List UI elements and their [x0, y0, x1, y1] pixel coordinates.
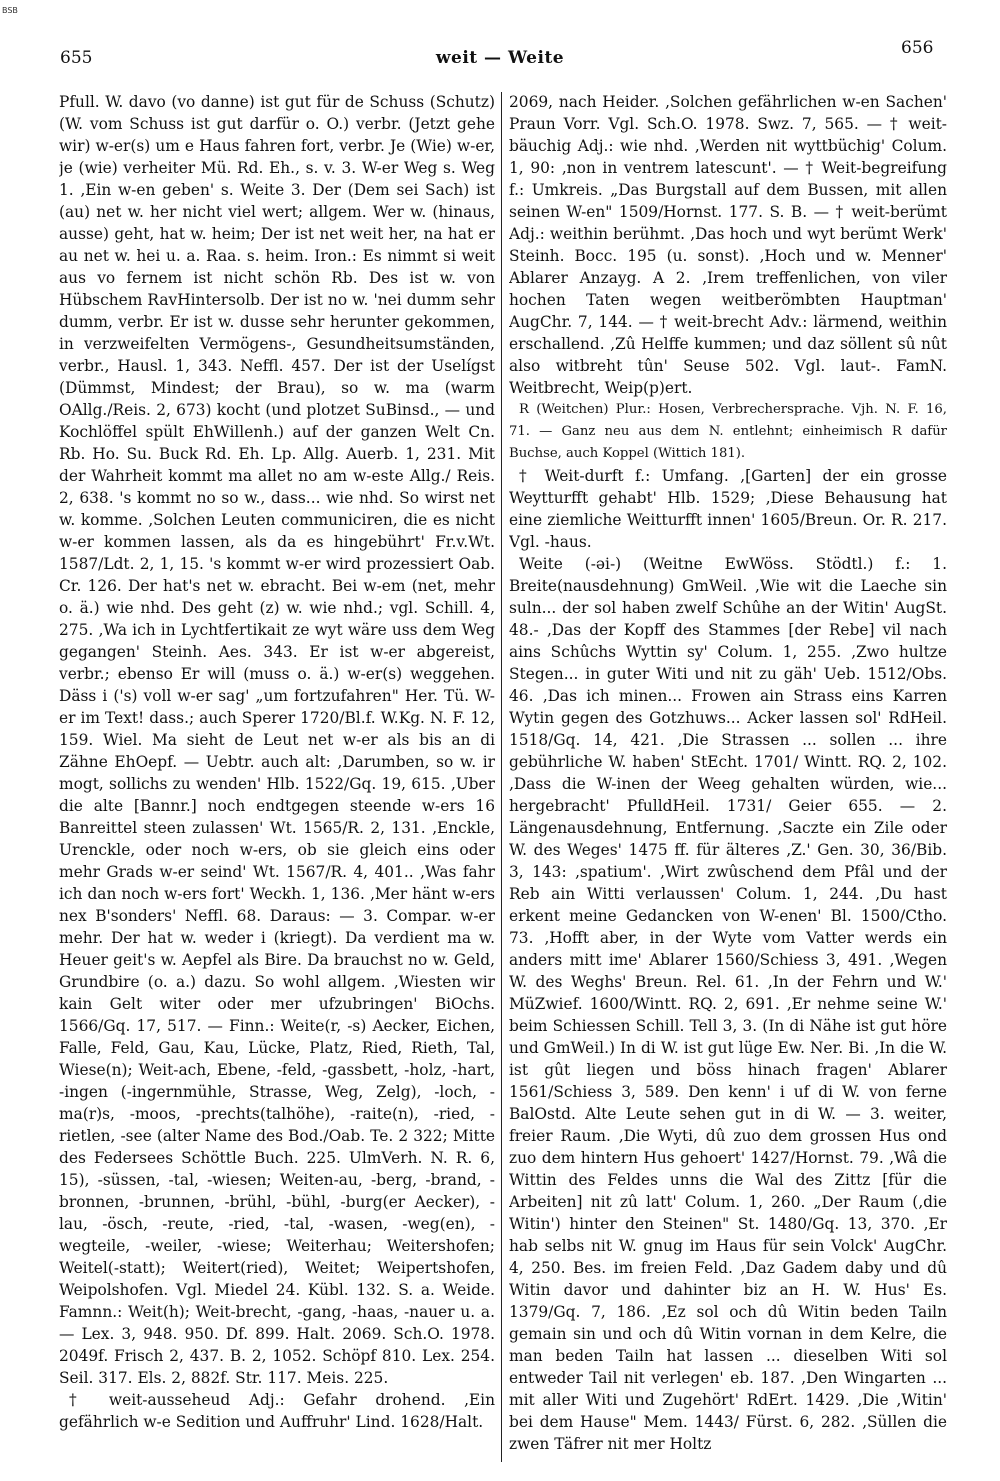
entry-weit-compounds: 2069, nach Heider. ‚Solchen gefährlichen w-en Sachen' Praun Vorr. Vgl. Sch.O. 1978. Swz. 7, 565. — † weit-bäuchig Adj.: wie nhd. ‚Werden nit wyttbüchig' Colum. 1, 90: ‚non in ventrem latescunt'. — † Weit-begreifung f.: Umkreis. „Das Burgstall auf dem Bussen, mit allen seinen W-en" 1509/Hornst. 177. S. B. — † weit-berümt Adj.: weithin berühmt. ‚Das hoch und wyt berümt Werk' Steinh. Bocc. 195 (u. sonst). ‚Hoch und w. Menner' Ablarer Anzayg. A 2. ‚Irem treffenlichen, von viler hochen Taten wegen weitberömbten Hauptman' AugChr. 7, 144. — † weit-brecht Adv.: lärmend, weithin erschallend. ‚Zû Helffe kummen; und daz söllent sû nût also witbreht tûn' Seuse 502. Vgl. laut-. FamN. Weitbrecht, Weip(p)ert.: [509, 93, 947, 397]
entry-weitchen: R (Weitchen) Plur.: Hosen, Verbrechersprache. Vjh. N. F. 16, 71. — Ganz neu aus dem N. entlehnt; einheimisch R dafür Buchse, auch Koppel (Wittich 181).: [509, 402, 947, 461]
entry-weite: Weite (-əi-) (Weitne EwWöss. Stödtl.) f.: 1. Breite(nausdehnung) GmWeil. ‚Wie wit die Laeche sin suln... der sol haben zwelf Schûhe an der Witin' AugSt. 48.- ‚Das der Kopff des Stammes [der Rebe] vil nach ains Schûchs Wyttin sy' Colum. 1, 255. ‚Zwo hultze Stegen... in guter Witi und nit zu gäh' Ueb. 1512/Obs. 46. ‚Das ich minen... Frowen ain Strass eins Karren Wytin gegen des Gotzhuws... Acker lassen sol' RdHeil. 1518/Gq. 14, 421. ‚Die Strassen ... sollen ... ihre gebührliche W. haben' StEcht. 1701/ Wintt. RQ. 2, 102. ‚Dass die W-inen der Weeg gehalten würden, wie... hergebracht' PfulldHeil. 1731/ Geier 655. — 2. Längenausdehnung, Entfernung. ‚Saczte ein Zile oder W. des Weges' 1475 ff. für älteres ‚Z.' Gen. 30, 36/Bib. 3, 143: ‚spatium'. ‚Wirt zwûschend dem Pfâl und der Reb ain Witti verlaussen' Colum. 1, 244. ‚Du hast erkent meine Gedancken von W-enen' Bl. 1500/Ctho. 73. ‚Hofft aber, in der Wyte vom Vatter werds ein anders mitt ime' Ablarer 1560/Schiess 3, 491. ‚Wegen W. des Weghs' Breun. Rel. 61. ‚In der Fehrn und W.' MüZwief. 1600/Wintt. RQ. 2, 691. ‚Er nehme seine W.' beim Schiessen Schill. Tell 3, 3. (In di Nähe ist gut höre und GmWeil.) In di W. ist gut lüge Ew. Ner. Bi. ‚In die W. ist gût liegen und böss hinach fragen' Ablarer 1561/Schiess 3, 589. Den kenn' i uf di W. von ferne BalOstd. Alte Leute sehen gut in di W. — 3. weiter, freier Raum. ‚Die Wyti, dû zuo dem grossen Hus ond zuo dem hintern Hus gehoert' 1427/Hornst. 79. ‚Wâ die Wittin des Feldes unns die Wal des Zittz [für die Arbeiten] nit zû latt' Colum. 1, 260. „Der Raum (‚die Witin') hinter den Steinen" St. 1480/Gq. 13, 370. ‚Er hab selbs nit W. gnug im Haus für sein Volck' AugChr. 4, 250. Bes. im freien Feld. ‚Daz Gadem daby und dû Witin davor und dahinter biz an H. W. Hus' Es. 1379/Gq. 7, 186. ‚Ez sol och dû Witin beden Tailn gemain sin und och dû Witin vornan in dem Kelre, die man beden Tailn hat lassen ... dieselben Witi sol entweder Tail nit verlegen' eb. 187. ‚Den Wingarten ... mit aller Witi und Zugehört' RdErt. 1429. ‚Die ‚Witin' bei dem Hause" Mem. 1443/ Fürst. 6, 282. ‚Süllen die zwen Täfrer nit mer Holtz: [509, 555, 947, 1453]
page-number-right: 656: [901, 38, 934, 58]
page-title: weit — Weite: [435, 48, 565, 68]
entry-weit-aussehend: † weit-ausseheud Adj.: Gefahr drohend. ‚Ein gefährlich w-e Sedition und Auffruhr' Lind. 1628/Halt.: [59, 1391, 495, 1431]
entry-weit-durft: † Weit-durft f.: Umfang. ‚[Garten] der ein grosse Weytturfft gehabt' Hlb. 1529; ‚Diese Behausung hat eine ziemliche Weitturfft innen' 1605/Breun. Or. R. 217. Vgl. -haus.: [509, 467, 947, 551]
right-column: [509, 91, 947, 1459]
entry-weit-continued: Pfull. W. davo (vo danne) ist gut für de Schuss (Schutz) (W. vom Schuss ist gut darfür o. O.) verbr. (Jetzt gehe wir) w-er(s) um e Haus fahren fort, verbr. Je (Wie) w-er, je (wie) verheiter Mü. Rd. Eh., s. v. 3. W-er Weg s. Weg 1. ‚Ein w-en geben' s. Weite 3. Der (Dem sei Sach) ist (au) net w. her nicht viel wert; allgem. Wer w. (hinaus, ausse) geht, hat w. heim; Der ist net weit her, na hat er au net w. hei u. a. Raa. s. heim. Iron.: Es nimmt si weit aus vo fernem ist nicht schön Rb. Des ist w. von Hübschem RavHintersolb. Der ist no w. 'nei dumm sehr dumm, verbr. Er ist w. dusse sehr herunter gekommen, in verzweifelten Vermögens-, Gesundheitsumständen, verbr., Hausl. 1, 343. Neffl. 457. Der ist der Uselígst (Dümmst, Mindest; der Brau), so w. ma (warm OAllg./Reis. 2, 673) kocht (und plotzet SuBinsd., — und Kochlöffel spült EhWillenh.) auf der ganzen Welt Cn. Rb. Ho. Su. Buck Rd. Eh. Lp. Allg. Auerb. 1, 231. Mit der Wahrheit kommt ma allet no am w-este Allg./ Reis. 2, 638. 's kommt no so w., dass... wie nhd. So wirst net w. komme. ‚Solchen Leuten communiciren, die es nicht w-er kommen lassen, als da es hingebührt' Fr.v.Wt. 1587/Ldt. 2, 1, 15. 's kommt w-er wird prozessiert Oab. Cr. 126. Der hat's net w. ebracht. Bei w-em (net, mehr o. ä.) wie nhd. Des geht (z) w. wie nhd.; vgl. Schill. 4, 275. ‚Wa ich in Lychtfertikait ze wyt wäre uss dem Weg gegangen' Steinh. Aes. 343. Er ist w-er abgereist, verbr.; ebenso Er will (muss o. ä.) w-er(s) weggehen. Däss i ('s) voll w-er sag' „um fortzufahren" Her. Tü. W-er im Text! dass.; auch Sperer 1720/Bl.f. W.Kg. N. F. 12, 159. Wiel. Ma sieht de Leut net w-er als bis an di Zähne EhOepf. — Uebtr. auch alt: ‚Darumben, so w. ir mogt, sollichs zu wenden' Hlb. 1522/Gq. 19, 615. ‚Uber die alte [Bannr.] noch endtgegen steende w-ers 16 Banreittel steen zulassen' Wt. 1565/R. 2, 131. ‚Enckle, Urenckle, oder noch w-ers, ob sie gleich eins oder mehr Grads w-er seind' Wt. 1567/R. 4, 401.. ‚Was fahr ich dan noch w-ers fort' Weckh. 1, 136. ‚Mer hänt w-ers nex B'sonders' Neffl. 68. Daraus: — 3. Compar. w-er mehr. Der hat w. weder i (kriegt). Da verdient ma w. Heuer geit's w. Aepfel als Bire. Da brauchst no w. Geld, Grundbire (o. a.) dazu. So wohl allgem. ‚Wiesten wir kain Gelt witer oder mer ufzubringen' BiOchs. 1566/Gq. 17, 517. — Finn.: Weite(r, -s) Aecker, Eichen, Falle, Feld, Gau, Kau, Lücke, Platz, Ried, Rieth, Tal, Wiese(n); Weit-ach, Ebene, -feld, -gassbett, -holz, -hart, -ingen (-ingernmühle, Strasse, Weg, Zelg), -loch, -ma(r)s, -moos, -prechts(talhöhe), -raite(n), -ried, -rietlen, -see (alter Name des Bod./Oab. Te. 2 322; Mitte des Federsees Schöttle Buch. 225. UlmVerh. N. R. 6, 15), -süssen, -tal, -wiesen; Weiten-au, -berg, -brand, -bronnen, -brunnen, -brühl, -bühl, -burg(er Aecker), -lau, -ösch, -reute, -ried, -tal, -wasen, -weg(en), -wegteile, -weiler, -wiese; Weiterhau; Weitershofen; Weitel(-statt); Weitert(ried), Weitet; Weipertshofen, Weipolshofen. Vgl. Miedel 24. Kübl. 132. S. a. Weide. Famnn.: Weit(h); Weit-brecht, -gang, -haas, -nauer u. a. — Lex. 3, 948. 950. Df. 899. Halt. 2069. Sch.O. 1978. 2049f. Frisch 2, 437. B. 2, 1052. Schöpf 810. Lex. 254. Seil. 317. Els. 2, 882f. Str. 117. Meis. 225.: [59, 93, 495, 1387]
library-mark: BSB: [2, 6, 18, 15]
left-column: [59, 91, 495, 1459]
column-divider: [501, 92, 502, 1462]
page-number-left: 655: [60, 48, 93, 68]
